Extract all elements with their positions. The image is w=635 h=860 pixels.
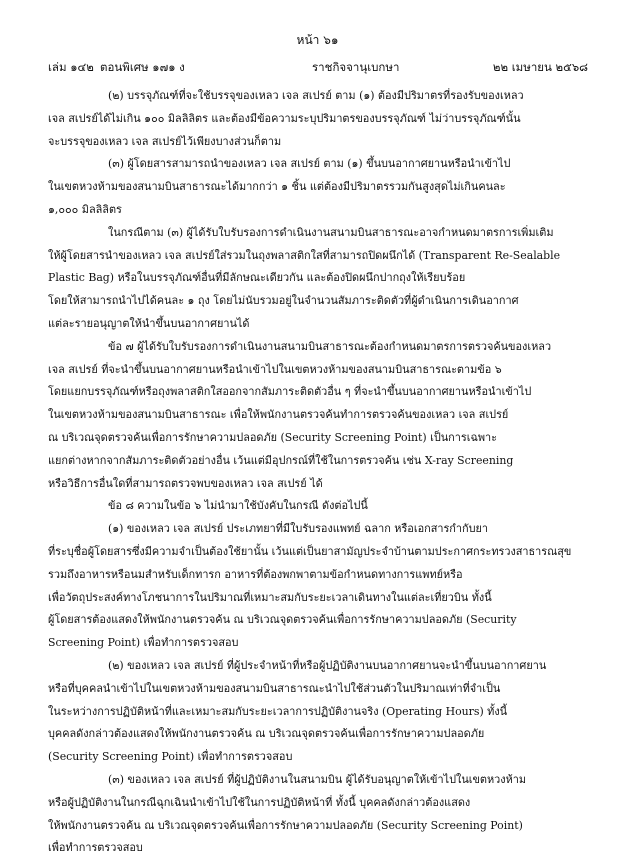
- text-line: ให้พนักงานตรวจค้น ณ บริเวณจุดตรวจค้นเพื่อการรักษาความปลอดภัย (Security Screening Point): [48, 818, 523, 832]
- text-line: บุคคลดังกล่าวต้องแสดงให้พนักงานตรวจค้น ณ บริเวณจุดตรวจค้นเพื่อการรักษาความปลอดภัย: [48, 727, 485, 741]
- text-line: หรือวิธีการอื่นใดที่สามารถตรวจพบของเหลว เจล สเปรย์ ได้: [48, 476, 323, 490]
- text-line: เจล สเปรย์ ที่จะนำขึ้นบนอากาศยานหรือนำเข้าไปในเขตหวงห้ามของสนามบินสาธารณะตามข้อ ๖: [48, 362, 502, 376]
- text-line: ข้อ ๗ ผู้ได้รับใบรับรองการดำเนินงานสนามบินสาธารณะต้องกำหนดมาตรการตรวจค้นของเหลว: [108, 339, 552, 353]
- text-line: ในกรณีตาม (๓) ผู้ได้รับใบรับรองการดำเนินงานสนามบินสาธารณะอาจกำหนดมาตรการเพิ่มเติม: [108, 225, 554, 239]
- text-line: รวมถึงอาหารหรือนมสำหรับเด็กทารก อาหารที่ต้องพกพาตามข้อกำหนดทางการแพทย์หรือ: [48, 567, 463, 581]
- text-line: (Security Screening Point) เพื่อทำการตรวจสอบ: [48, 750, 293, 764]
- document-body: [48, 85, 588, 860]
- text-line: (๒) ของเหลว เจล สเปรย์ ที่ผู้ประจำหน้าที่หรือผู้ปฏิบัติงานบนอากาศยานจะนำขึ้นบนอากาศยาน: [108, 658, 547, 672]
- text-line: เพื่อวัตถุประสงค์ทางโภชนาการในปริมาณที่เหมาะสมกับระยะเวลาเดินทางในแต่ละเที่ยวบิน ทั้งนี้: [48, 590, 492, 604]
- text-line: (๓) ของเหลว เจล สเปรย์ ที่ผู้ปฏิบัติงานในสนามบิน ผู้ได้รับอนุญาตให้เข้าไปในเขตหวงห้าม: [108, 772, 527, 786]
- text-line: Plastic Bag) หรือในบรรจุภัณฑ์อื่นที่มีลักษณะเดียวกัน และต้องปิดผนึกปากถุงให้เรียบร้อย: [48, 271, 466, 285]
- text-line: Screening Point) เพื่อทำการตรวจสอบ: [48, 636, 239, 650]
- text-line: แต่ละรายอนุญาตให้นำขึ้นบนอากาศยานได้: [48, 316, 250, 330]
- issue-date: ๒๒ เมษายน ๒๕๖๘: [492, 60, 588, 74]
- text-line: ในระหว่างการปฏิบัติหน้าที่และเหมาะสมกับระยะเวลาการปฏิบัติงานจริง (Operating Hours) ทั้งนี้: [48, 704, 508, 718]
- text-line: เจล สเปรย์ได้ไม่เกิน ๑๐๐ มิลลิลิตร และต้องมีข้อความระบุปริมาตรของบรรจุภัณฑ์ ไม่ว่าบรรจุภัณฑ์นั้น: [48, 111, 521, 125]
- text-line: โดยให้สามารถนำไปได้คนละ ๑ ถุง โดยไม่นับรวมอยู่ในจำนวนสัมภาระติดตัวที่ผู้ดำเนินการเดินอากาศ: [48, 294, 519, 308]
- page-header: [48, 59, 588, 75]
- section-label: ตอนพิเศษ ๑๗๑ ง: [100, 60, 185, 74]
- text-line: ที่ระบุชื่อผู้โดยสารซึ่งมีความจำเป็นต้องใช้ยานั้น เว้นแต่เป็นยาสามัญประจำบ้านตามประกาศกระทรวงสาธารณสุข: [48, 544, 572, 558]
- text-line: ให้ผู้โดยสารนำของเหลว เจล สเปรย์ใส่รวมในถุงพลาสติกใสที่สามารถปิดผนึกได้ (Transparent Re-Sealable: [48, 248, 561, 262]
- text-line: หรือผู้ปฏิบัติงานในกรณีฉุกเฉินนำเข้าไปใช้ในการปฏิบัติหน้าที่ ทั้งนี้ บุคคลดังกล่าวต้องแสดง: [48, 795, 471, 809]
- text-line: ข้อ ๘ ความในข้อ ๖ ไม่นำมาใช้บังคับในกรณี ดังต่อไปนี้: [108, 499, 368, 513]
- text-line: จะบรรจุของเหลว เจล สเปรย์ไว้เพียงบางส่วนก็ตาม: [48, 134, 282, 148]
- text-line: (๓) ผู้โดยสารสามารถนำของเหลว เจล สเปรย์ ตาม (๑) ขึ้นบนอากาศยานหรือนำเข้าไป: [108, 157, 511, 171]
- text-line: (๑) ของเหลว เจล สเปรย์ ประเภทยาที่มีใบรับรองแพทย์ ฉลาก หรือเอกสารกำกับยา: [108, 522, 489, 536]
- text-line: ๑,๐๐๐ มิลลิลิตร: [48, 202, 122, 216]
- gazette-title: ราชกิจจานุเบกษา: [312, 60, 400, 74]
- text-line: โดยแยกบรรจุภัณฑ์หรือถุงพลาสติกใสออกจากสัมภาระติดตัวอื่น ๆ ที่จะนำขึ้นบนอากาศยานหรือนำเข้าไป: [48, 385, 532, 399]
- page-number: หน้า ๖๑: [296, 33, 339, 47]
- text-line: หรือที่บุคคลนำเข้าไปในเขตหวงห้ามของสนามบินสาธารณะนำไปใช้ส่วนตัวในปริมาณเท่าที่จำเป็น: [48, 681, 501, 695]
- text-line: ณ บริเวณจุดตรวจค้นเพื่อการรักษาความปลอดภัย (Security Screening Point) เป็นการเฉพาะ: [48, 430, 498, 444]
- text-line: แยกต่างหากจากสัมภาระติดตัวอย่างอื่น เว้นแต่มีอุปกรณ์ที่ใช้ในการตรวจค้น เช่น X-ray Screening: [48, 453, 514, 467]
- text-line: (๒) บรรจุภัณฑ์ที่จะใช้บรรจุของเหลว เจล สเปรย์ ตาม (๑) ต้องมีปริมาตรที่รองรับของเหลว: [108, 89, 524, 102]
- text-line: ในเขตหวงห้ามของสนามบินสาธารณะได้มากกว่า ๑ ชิ้น แต่ต้องมีปริมาตรรวมกันสูงสุดไม่เกินคนละ: [48, 180, 506, 194]
- text-line: ผู้โดยสารต้องแสดงให้พนักงานตรวจค้น ณ บริเวณจุดตรวจค้นเพื่อการรักษาความปลอดภัย (Security: [48, 613, 517, 627]
- text-line: ในเขตหวงห้ามของสนามบินสาธารณะ เพื่อให้พนักงานตรวจค้นทำการตรวจค้นของเหลว เจล สเปรย์: [48, 408, 509, 422]
- volume-label: เล่ม ๑๔๒: [48, 60, 94, 74]
- text-line: เพื่อทำการตรวจสอบ: [48, 841, 143, 855]
